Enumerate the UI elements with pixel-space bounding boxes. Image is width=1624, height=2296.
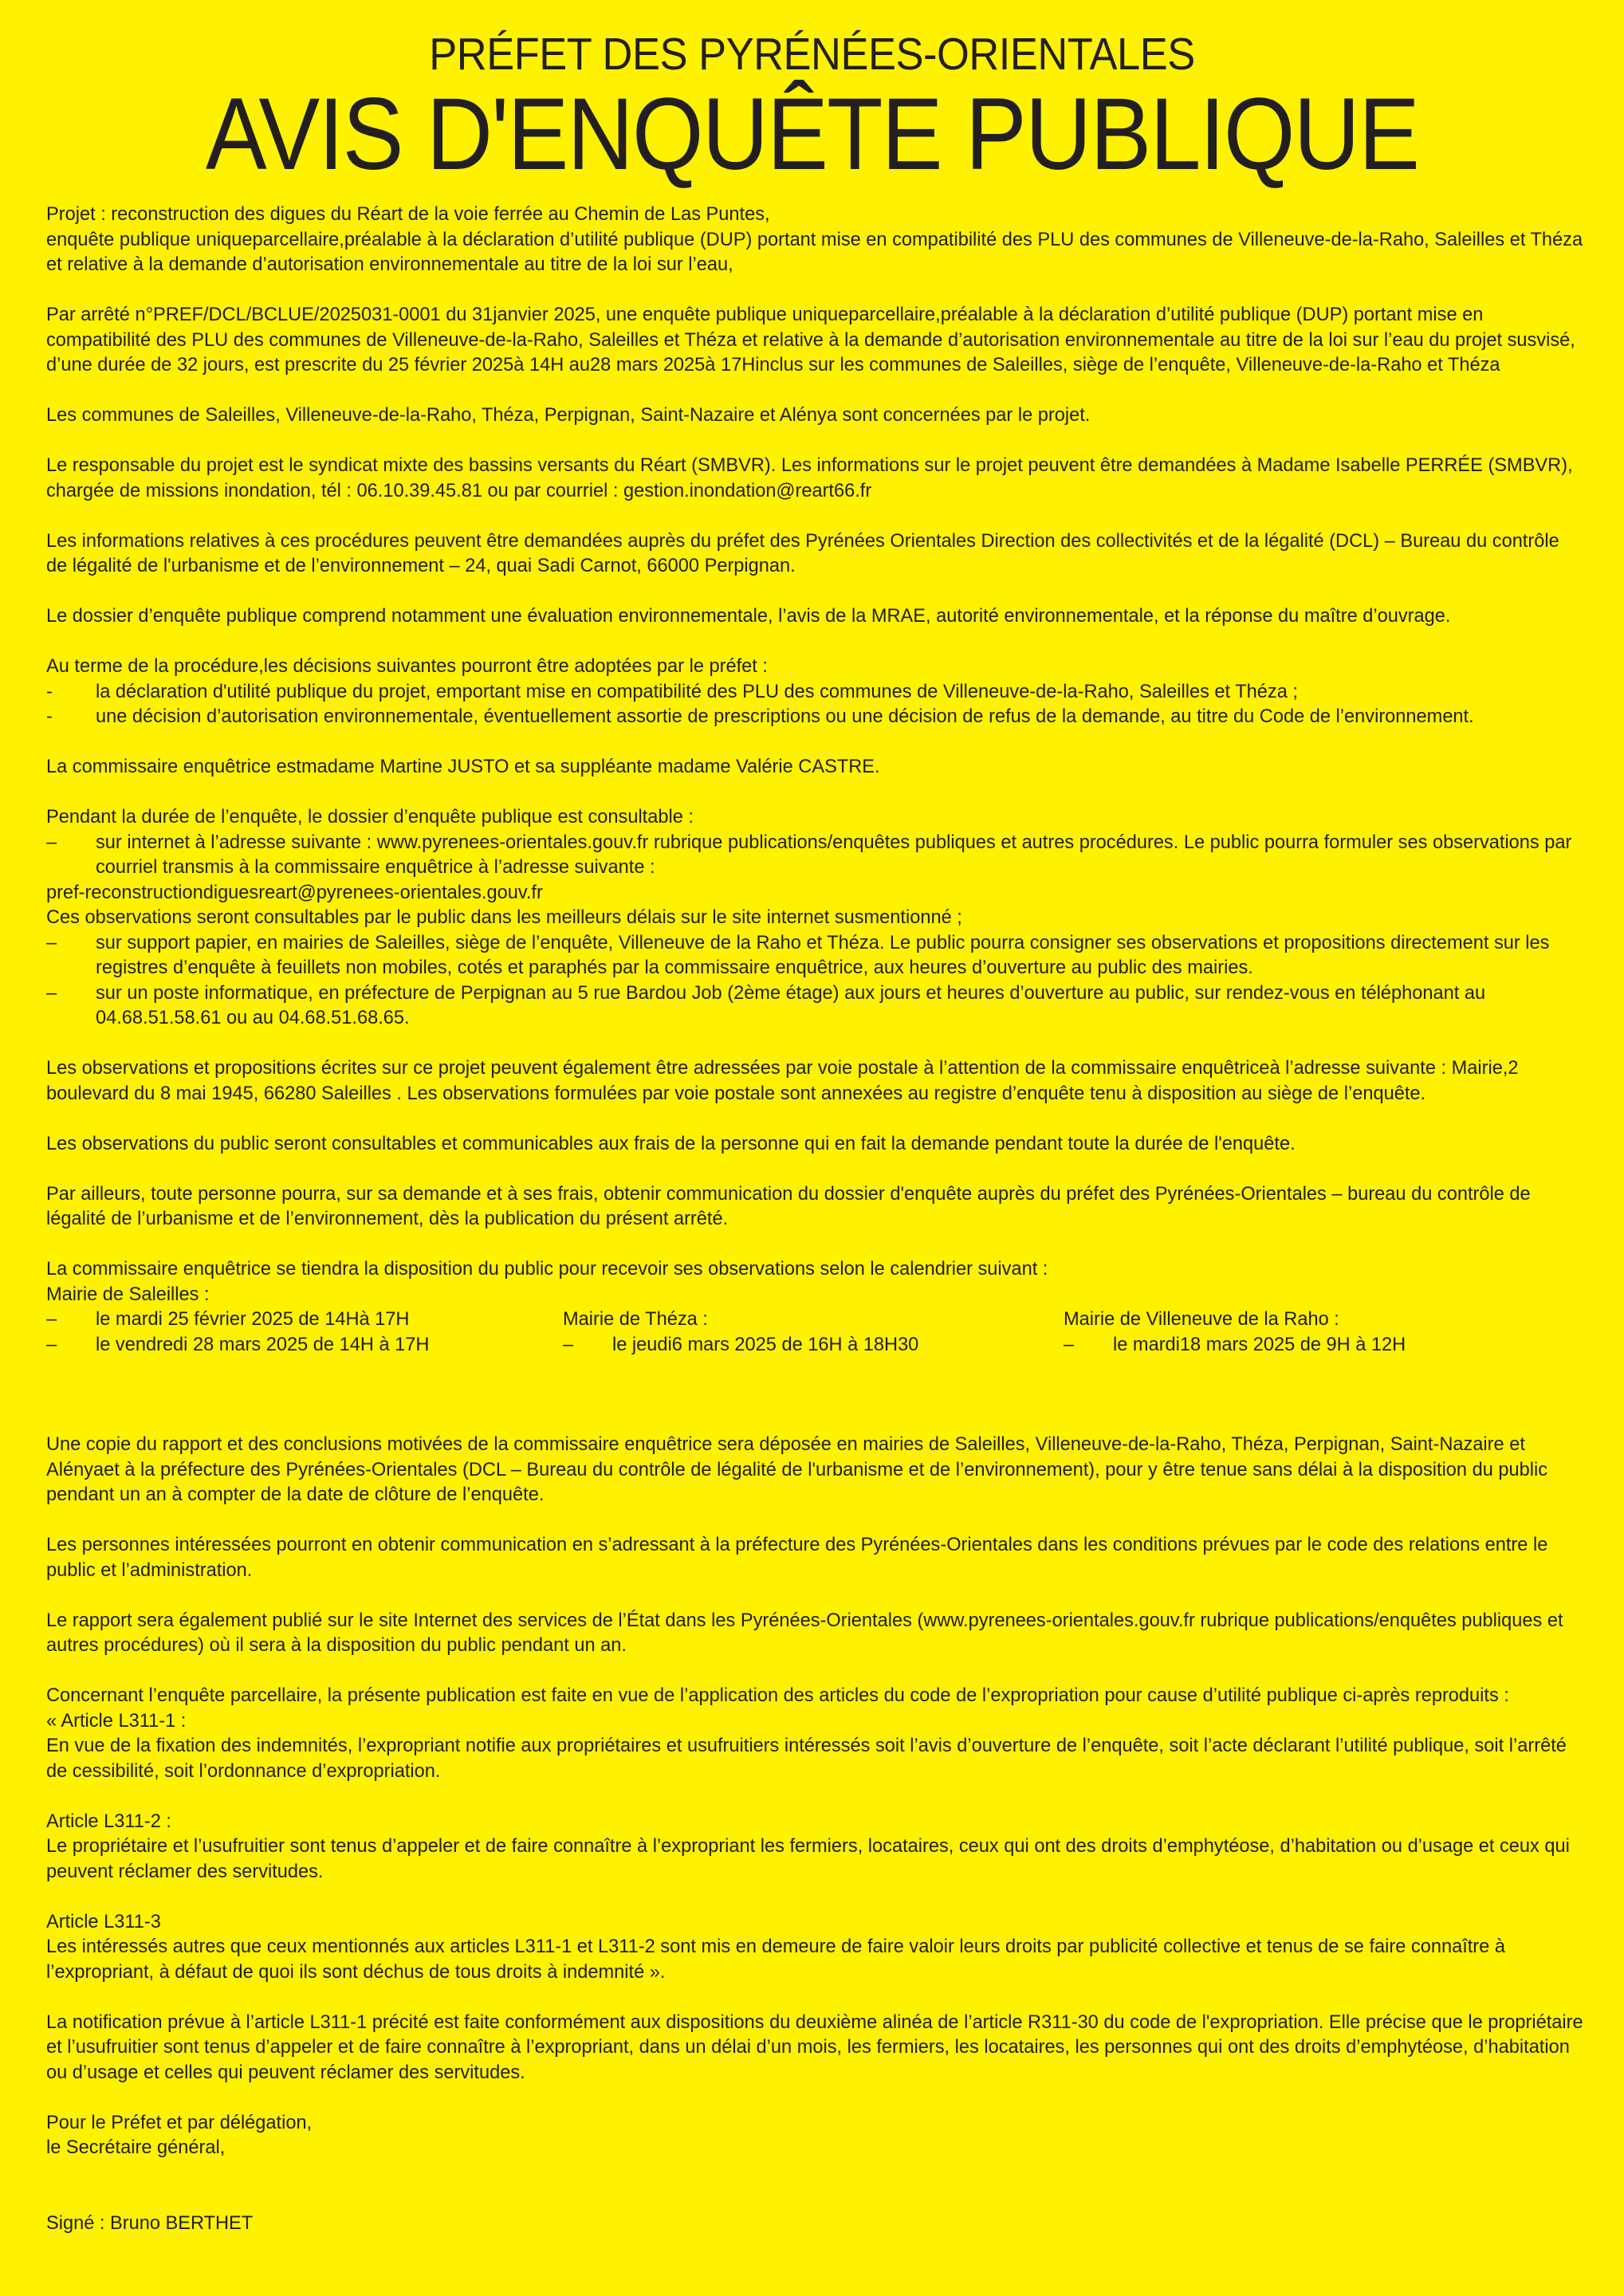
schedule-slot: – le vendredi 28 mars 2025 de 14H à 17H <box>46 1333 563 1358</box>
consult-item-paper: – sur support papier, en mairies de Saleilles, siège de l’enquête, Villeneuve de la Raho et Théza. Le public pourra consigner ses observations et propositions directement sur les registres d’enquête à feuillets non mobiles, cotés et paraphés par la commissaire enquêtrice, aux heures d’ouverture au public des mairies. <box>46 932 1550 978</box>
signature-line: le Secrétaire général, <box>46 2137 226 2158</box>
interessees-paragraph: Les personnes intéressées pourront en obtenir communication en s’adressant à la préfecture des Pyrénées-Orientales dans les conditions prévues par le code des relations entre le public et l’administration. <box>46 1535 1548 1581</box>
schedule-title: Mairie de Théza : <box>563 1309 708 1330</box>
rapport-paragraph: Le rapport sera également publié sur le site Internet des services de l’État dans les Pyrénées-Orientales (www.pyrenees-orientales.gouv.fr rubrique publications/enquêtes publiques et autres procédures) où il sera à la disposition du public pendant un an. <box>46 1610 1563 1656</box>
schedule-table <box>46 1283 1585 1358</box>
bullet-dash: – <box>1064 1334 1075 1355</box>
intro-enquete: enquête publique uniqueparcellaire,préalable à la déclaration d’utilité publique (DUP) portant mise en compatibilité des PLU des communes de Villeneuve-de-la-Raho, Saleilles et Théza et relative à la demande d’autorisation environnementale au titre de la loi sur l’eau, <box>46 229 1583 275</box>
article-title: « Article L311-1 : <box>46 1710 187 1732</box>
ailleurs-paragraph: Par ailleurs, toute personne pourra, sur sa demande et à ses frais, obtenir communication du dossier d'enquête auprès du préfet des Pyrénées-Orientales – bureau du contrôle de légalité de l’urbanisme et de l’environnement, dès la publication du présent arrêté. <box>46 1183 1531 1229</box>
dossier-paragraph: Le dossier d’enquête publique comprend notamment une évaluation environnementale, l’avis de la MRAE, autorité environnementale, et la réponse du maître d’ouvrage. <box>46 606 1451 627</box>
frais-paragraph: Les observations du public seront consultables et communicables aux frais de la personne qui en fait la demande pendant toute la durée de l'enquête. <box>46 1133 1296 1154</box>
arrete-paragraph: Par arrêté n°PREF/DCL/BCLUE/2025031-0001 du 31janvier 2025, une enquête publique uniqueparcellaire,préalable à la déclaration d’utilité publique (DUP) portant mise en compatibilité des PLU des communes de Villeneuve-de-la-Raho, Saleilles et Théza et relative à la demande d’autorisation environnementale au titre de la loi sur l’eau du projet susvisé, d’une durée de 32 jours, est prescrite du 25 février 2025à 14H au28 mars 2025à 17Hinclus sur les communes de Saleilles, siège de l’enquête, Villeneuve-de-la-Raho et Théza <box>46 305 1575 375</box>
postal-paragraph: Les observations et propositions écrites sur ce projet peuvent également être adressées par voie postale à l’attention de la commissaire enquêtriceà l’adresse suivante : Mairie,2 boulevard du 8 mai 1945, 66280 Saleilles . Les observations formulées par voie postale sont annexées au registre d’enquête tenu à disposition au siège de l’enquête. <box>46 1058 1519 1104</box>
bullet-dash: – <box>46 982 57 1004</box>
parcellaire-paragraph: Concernant l’enquête parcellaire, la présente publication est faite en vue de l’application des articles du code de l’expropriation pour cause d’utilité publique ci-après reproduits : <box>46 1685 1509 1706</box>
decisions-intro: Au terme de la procédure,les décisions suivantes pourront être adoptées par le préfet : <box>46 656 768 677</box>
bullet-dash: – <box>46 1309 57 1330</box>
commissaire-paragraph: La commissaire enquêtrice estmadame Martine JUSTO et sa suppléante madame Valérie CASTRE. <box>46 757 880 777</box>
bullet-dash: – <box>46 932 57 953</box>
article-text: Les intéressés autres que ceux mentionnés aux articles L311-1 et L311-2 sont mis en demeure de faire valoir leurs droits par publicité collective et tenus de se faire connaître à l’expropriant, à défaut de quoi ils sont déchus de tous droits à indemnité ». <box>46 1936 1505 1983</box>
schedule-title: Mairie de Saleilles : <box>46 1284 210 1305</box>
consult-item-computer: – sur un poste informatique, en préfecture de Perpignan au 5 rue Bardou Job (2ème étage) aux jours et heures d’ouverture au public, sur rendez-vous en téléphonant au 04.68.51.58.61 ou au 04.68.51.68.65. <box>46 982 1486 1028</box>
article-text: En vue de la fixation des indemnités, l’expropriant notifie aux propriétaires et usufruitiers intéressés soit l’avis d’ouverture de l’enquête, soit l’acte déclarant l’utilité publique, soit l’arrêté de cessibilité, soit l’ordonnance d’expropriation. <box>46 1736 1567 1782</box>
consult-intro: Pendant la durée de l’enquête, le dossier d’enquête publique est consultable : <box>46 807 694 828</box>
copie-paragraph: Une copie du rapport et des conclusions motivées de la commissaire enquêtrice sera déposée en mairies de Saleilles, Villeneuve-de-la-Raho, Théza, Perpignan, Saint-Nazaire et Alényaet à la préfecture des Pyrénées-Orientales (DCL – Bureau du contrôle de légalité de l'urbanisme et de l’environnement), pour y être tenue sans délai à la disposition du public pendant un an à compter de la date de clôture de l’enquête. <box>46 1434 1548 1505</box>
consult-note: Ces observations seront consultables par le public dans les meilleurs délais sur le site internet susmentionné ; <box>46 907 962 928</box>
bullet-dash: - <box>46 681 53 702</box>
communes-paragraph: Les communes de Saleilles, Villeneuve-de-la-Raho, Théza, Perpignan, Saint-Nazaire et Alénya sont concernées par le projet. <box>46 405 1091 426</box>
schedule-saleilles <box>46 1283 563 1358</box>
article-title: Article L311-3 <box>46 1911 161 1932</box>
bullet-dash: – <box>563 1334 574 1355</box>
schedule-villeneuve <box>1064 1283 1574 1358</box>
informations-paragraph: Les informations relatives à ces procédures peuvent être demandées auprès du préfet des Pyrénées Orientales Direction des collectivités et de la légalité (DCL) – Bureau du contrôle de légalité de l'urbanisme et de l’environnement – 24, quai Sadi Carnot, 66000 Perpignan. <box>46 530 1559 576</box>
schedule-title: Mairie de Villeneuve de la Raho : <box>1064 1309 1339 1330</box>
bullet-dash: – <box>46 832 57 853</box>
decision-item: - la déclaration d'utilité publique du projet, emportant mise en compatibilité des PLU des communes de Villeneuve-de-la-Raho, Saleilles et Théza ; <box>46 680 1585 706</box>
page-title: AVIS D'ENQUÊTE PUBLIQUE <box>205 77 1419 191</box>
calendrier-intro: La commissaire enquêtrice se tiendra la disposition du public pour recevoir ses observations selon le calendrier suivant : <box>46 1259 1048 1280</box>
article-text: Le propriétaire et l’usufruitier sont tenus d’appeler et de faire connaître à l’expropriant les fermiers, locataires, ceux qui ont des droits d’emphytéose, d’habitation ou d’usage et ceux qui peuvent réclamer des servitudes. <box>46 1836 1570 1882</box>
signature-line: Pour le Préfet et par délégation, <box>46 2112 313 2133</box>
notice-body <box>46 202 1585 2236</box>
decision-item: - une décision d’autorisation environnementale, éventuellement assortie de prescriptions ou une décision de refus de la demande, au titre du Code de l’environnement. <box>46 705 1585 730</box>
prefect-heading: PRÉFET DES PYRÉNÉES-ORIENTALES <box>429 29 1195 80</box>
schedule-slot: – le jeudi6 mars 2025 de 16H à 18H30 <box>563 1333 1064 1358</box>
article-title: Article L311-2 : <box>46 1810 171 1832</box>
consult-email: pref-reconstructiondiguesreart@pyrenees-orientales.gouv.fr <box>46 882 543 903</box>
responsable-paragraph: Le responsable du projet est le syndicat mixte des bassins versants du Réart (SMBVR). Les informations sur le projet peuvent être demandées à Madame Isabelle PERRÉE (SMBVR), chargée de missions inondation, tél : 06.10.39.45.81 ou par courriel : gestion.inondation@reart66.fr <box>46 455 1573 501</box>
signature-signed: Signé : Bruno BERTHET <box>46 2212 254 2234</box>
intro-project: Projet : reconstruction des digues du Réart de la voie ferrée au Chemin de Las Puntes, <box>46 204 770 225</box>
schedule-theza <box>563 1283 1064 1358</box>
bullet-dash: – <box>46 1334 57 1355</box>
schedule-slot: – le mardi18 mars 2025 de 9H à 12H <box>1064 1333 1574 1358</box>
consult-item-internet: – sur internet à l’adresse suivante : www.pyrenees-orientales.gouv.fr rubrique publications/enquêtes publiques et autres procédures. Le public pourra formuler ses observations par courriel transmis à la commissaire enquêtrice à l’adresse suivante : <box>46 832 1572 878</box>
bullet-dash: - <box>46 706 53 727</box>
schedule-slot: – le mardi 25 février 2025 de 14Hà 17H <box>46 1307 563 1333</box>
notification-paragraph: La notification prévue à l’article L311-1 précité est faite conformément aux dispositions du deuxième alinéa de l’article R311-30 du code de l'expropriation. Elle précise que le propriétaire et l’usufruitier sont tenus d’appeler et de faire connaître à l’expropriant, dans un délai d’un mois, les fermiers, les locataires, les personnes qui ont des droits d’emphytéose, d’habitation ou d’usage et celles qui peuvent réclamer des servitudes. <box>46 2011 1583 2083</box>
